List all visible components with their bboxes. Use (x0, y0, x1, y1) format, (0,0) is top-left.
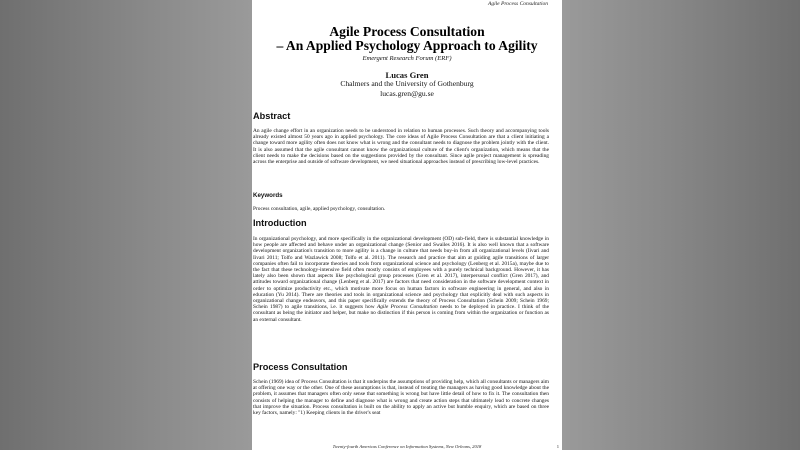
track-label: Emergent Research Forum (ERF) (362, 55, 452, 62)
introduction-heading: Introduction (253, 218, 307, 228)
abstract-text: An agile change effort in an organization needs to be understood in relation to human processes. Such theory and accompanying tools already existed almost 50 years ago in applied psychology. The core ideas of Agile Process Consultation are that a client initiating a change toward more agility often does not know what is wrong and the consultant needs to diagnose the problem jointly with the client. It is also assumed that the agile consultant cannot know the organizational culture of the client's organization, which means that the client needs to make the decisions based on the suggestions provided by the consultant. Since agile project management is spreading across the enterprise and outside of software development, we need situational approaches instead of prescribing low-level practices. (253, 128, 549, 166)
process-consultation-text: Schein (1969) idea of Process Consultation is that it underpins the assumptions of providing help, which all consultants or managers aim at offering one way or the other. One of these assumptions is that, instead of treating the managers as having good knowledge about the problem, it assumes that managers often only sense that something is wrong but have little detail of how to fix it. The consultation then consists of helping the manager to define and diagnose what is wrong and create action steps that ultimately lead to concrete changes that improve the situation. Process consultation is built on the ability to apply an active but humble enquiry, which are based on three key factors, namely: "1) Keeping clients in the driver's seat (253, 379, 549, 417)
paper-title-line-1: Agile Process Consultation (329, 24, 485, 39)
abstract-heading: Abstract (253, 111, 291, 121)
document-page (252, 0, 562, 450)
page-number: 1 (556, 444, 559, 449)
introduction-text: In organizational psychology, and more specifically in the organizational development (OD) sub-field, there is substantial knowledge in how people are affected and behave under an organizational change (Senior and Swailes 2016). It is also well known that a software development organization's transition to more agility is a change in culture that needs buy-in from all organizational levels (Iivari and Iivari 2011; Tolfo and Wazlawick 2008; Tolfo et al. 2011). The research and practice that aim at guiding agile transitions of larger companies often fail to incorporate theories and tools from organizational science and psychology (Lenberg et al. 2015a), maybe due to the fact that these technology-intensive field often mostly consists of employees with a purely technical background. However, it has lately also been shown that aspects like psychological group processes (Gren et al. 2017), interpersonal conflict (Gren 2017), and attitudes toward organizational change (Lenberg et al. 2017) are factors that need consideration in the software development context in order to optimize productivity etc., which motivate more focus on human factors in software engineering in general, and also in education (Yu 2014). There are theories and tools in organizational science and psychology that explicitly deal with such aspects in organizational change endeavors, and this paper specifically extends the theory of Process Consultation (Schein 2009; Schein 1969; Schein 1987) to agile transitions, i.e. it suggests how Agile Process Consultation needs to be deployed in practice. I think of the consultant as being the initiator and helper, but make no distinction if this person is coming from within the organization or function as an external consultant. (253, 236, 549, 323)
body-column (253, 0, 549, 450)
viewer-background-right (562, 0, 800, 450)
keywords-heading: Keywords (253, 192, 283, 199)
introduction-italic-term: Agile Process Consultation (376, 304, 438, 311)
author-email: lucas.gren@gu.se (380, 89, 434, 98)
viewer-background-left (0, 0, 252, 450)
paper-title-line-2: – An Applied Psychology Approach to Agility (276, 38, 538, 53)
running-header: Agile Process Consultation (488, 1, 548, 7)
author-name: Lucas Gren (385, 70, 429, 80)
page-footer: Twenty-fourth Americas Conference on Information Systems, New Orleans, 2018 (332, 444, 482, 449)
author-affiliation: Chalmers and the University of Gothenburg (340, 79, 474, 88)
keywords-text: Process consultation, agile, applied psychology, consultation. (253, 206, 386, 212)
process-consultation-heading: Process Consultation (253, 362, 348, 372)
